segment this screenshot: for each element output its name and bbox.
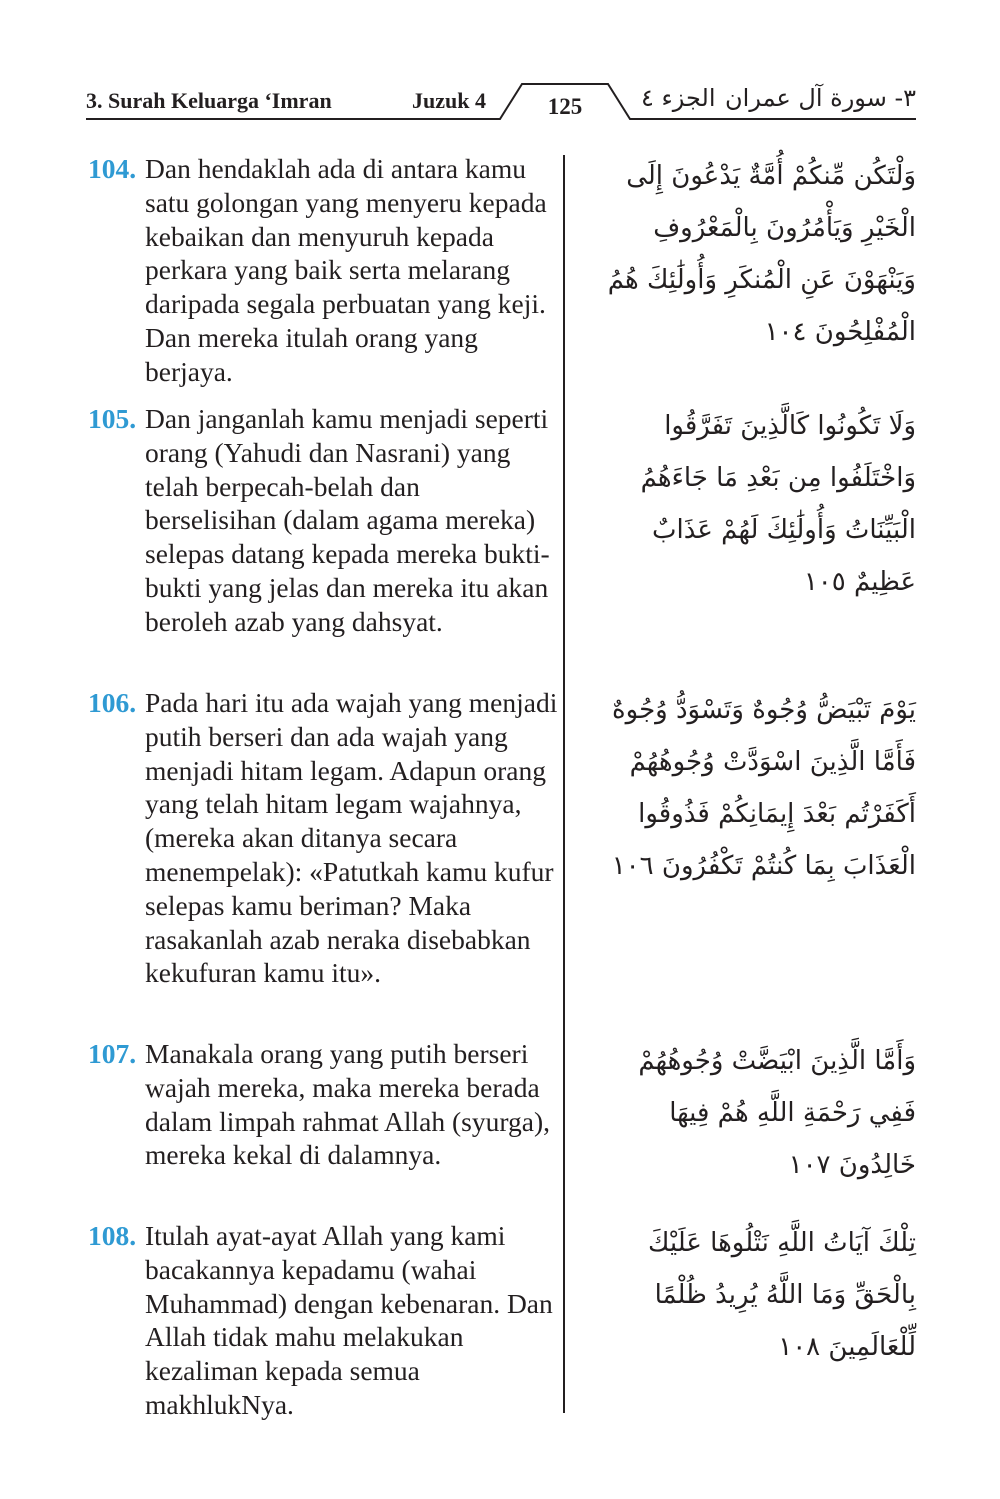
juz-arabic: الجزء ٤ (641, 84, 716, 112)
verse-number: 105. (88, 403, 137, 434)
verse-arabic: وَلَا تَكُونُوا كَالَّذِينَ تَفَرَّقُوا وَاخْتَلَفُوا مِن بَعْدِ مَا جَاءَهُمُ الْبَيِّنَاتُ وَأُولَٰئِكَ لَهُمْ عَذَابٌ عَظِيمٌ ١٠٥ (640, 411, 916, 597)
verse-number: 106. (88, 687, 137, 718)
verse-text: Dan janganlah kamu menjadi seperti orang (Yahudi dan Nasrani) yang telah berpecah-belah dan berselisihan (dalam agama mereka) selepas datang kepada mereka bukti-bukti yang jelas dan mereka itu akan beroleh azab yang dahsyat. (145, 403, 550, 637)
verse-text: Pada hari itu ada wajah yang menjadi putih berseri dan ada wajah yang menjadi hitam legam. Adapun orang yang telah hitam legam wajahnya, (mereka akan ditanya secara menempelak): «Patutkah kamu kufur selepas kamu beriman? Maka rasakanlah azab neraka disebabkan kekufuran kamu itu». (145, 687, 558, 989)
verse-translation (88, 1037, 558, 1172)
verse-text: Manakala orang yang putih berseri wajah mereka, maka mereka berada dalam limpah rahmat Allah (syurga), mereka kekal di dalamnya. (145, 1038, 551, 1171)
verse-translation (88, 402, 558, 639)
verse-number: 107. (88, 1038, 137, 1069)
surah-title-arabic: ٣- سورة آل عمران (725, 84, 916, 112)
verse-arabic: تِلْكَ آيَاتُ اللَّهِ نَتْلُوهَا عَلَيْكَ بِالْحَقِّ وَمَا اللَّهُ يُرِيدُ ظُلْمًا لِّلْعَالَمِينَ ١٠٨ (648, 1228, 916, 1362)
page-number: 125 (547, 94, 583, 119)
column-divider (563, 155, 565, 1413)
verse-text: Itulah ayat-ayat Allah yang kami bacakannya kepadamu (wahai Muhammad) dengan kebenaran. Dan Allah tidak mahu melakukan kezaliman kepada semua makhlukNya. (145, 1220, 553, 1420)
juzuk-label: Juzuk 4 (412, 88, 486, 113)
verse-translation (88, 152, 558, 389)
verse-translation (88, 686, 558, 990)
verse-number: 104. (88, 153, 137, 184)
verse-arabic: يَوْمَ تَبْيَضُّ وُجُوهٌ وَتَسْوَدُّ وُجُوهٌ فَأَمَّا الَّذِينَ اسْوَدَّتْ وُجُوهُهُمْ أَكَفَرْتُم بَعْدَ إِيمَانِكُمْ فَذُوقُوا الْعَذَابَ بِمَا كُنتُمْ تَكْفُرُونَ ١٠٦ (611, 695, 916, 881)
verse-number: 108. (88, 1220, 137, 1251)
page-header (86, 84, 916, 126)
verse-translation (88, 1219, 558, 1422)
surah-title-latin: 3. Surah Keluarga ‘Imran (86, 88, 332, 113)
verse-text: Dan hendaklah ada di antara kamu satu golongan yang menyeru kepada kebaikan dan menyuruh kepada perkara yang baik serta melarang daripada segala perbuatan yang keji. Dan mereka itulah orang yang berjaya. (145, 153, 547, 387)
verse-arabic: وَلْتَكُن مِّنكُمْ أُمَّةٌ يَدْعُونَ إِلَى الْخَيْرِ وَيَأْمُرُونَ بِالْمَعْرُوفِ وَيَنْهَوْنَ عَنِ الْمُنكَرِ وَأُولَٰئِكَ هُمُ الْمُفْلِحُونَ ١٠٤ (607, 161, 916, 347)
verse-arabic: وَأَمَّا الَّذِينَ ابْيَضَّتْ وُجُوهُهُمْ فَفِي رَحْمَةِ اللَّهِ هُمْ فِيهَا خَالِدُونَ ١٠٧ (638, 1046, 916, 1180)
